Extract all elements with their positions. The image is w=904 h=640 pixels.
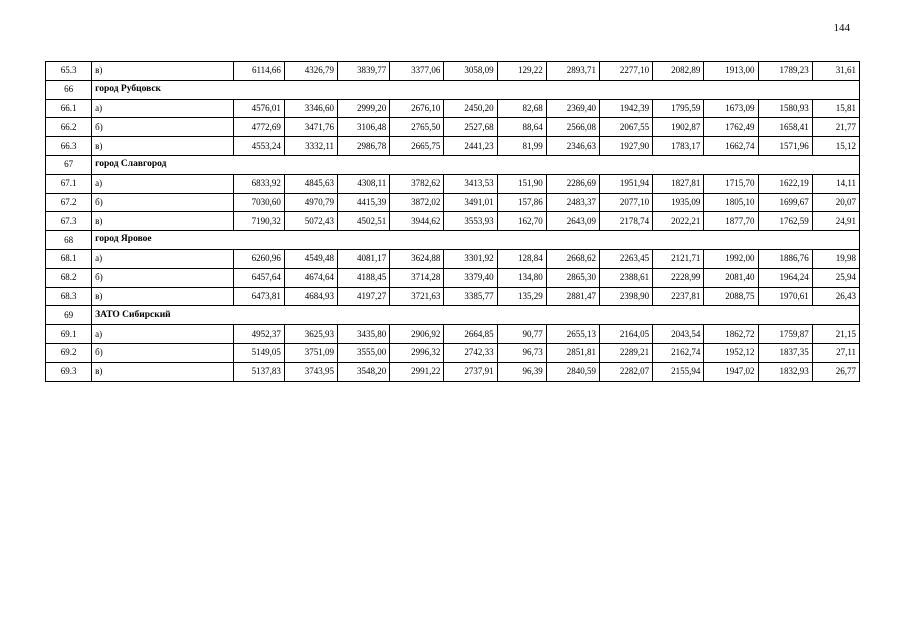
table-cell: 3872,02 — [390, 193, 444, 212]
table-cell: 2388,61 — [599, 268, 652, 287]
table-cell: 14,11 — [812, 174, 859, 193]
row-variant: б) — [92, 268, 234, 287]
city-header-row — [46, 306, 860, 325]
table-cell: 2676,10 — [390, 99, 444, 118]
table-cell: 1658,41 — [758, 118, 812, 137]
table-cell: 1622,19 — [758, 174, 812, 193]
table-cell: 7030,60 — [233, 193, 284, 212]
row-code: 66 — [46, 80, 92, 99]
row-code: 69.3 — [46, 362, 92, 381]
table-row — [46, 137, 860, 156]
table-cell: 1913,00 — [704, 62, 758, 81]
row-code: 69.2 — [46, 343, 92, 362]
table-cell: 2346,63 — [546, 137, 599, 156]
table-cell: 4952,37 — [233, 325, 284, 344]
table-cell: 2277,10 — [599, 62, 652, 81]
city-header-row — [46, 155, 860, 174]
table-cell: 3106,48 — [338, 118, 390, 137]
table-cell: 1789,23 — [758, 62, 812, 81]
table-cell: 1832,93 — [758, 362, 812, 381]
table-cell: 4081,17 — [338, 249, 390, 268]
table-cell: 20,07 — [812, 193, 859, 212]
row-code: 66.3 — [46, 137, 92, 156]
table-cell: 2566,08 — [546, 118, 599, 137]
table-cell: 2237,81 — [653, 287, 704, 306]
table-cell: 2986,78 — [338, 137, 390, 156]
table-cell: 3944,62 — [390, 212, 444, 231]
table-cell: 3435,80 — [338, 325, 390, 344]
table-cell: 1571,96 — [758, 137, 812, 156]
table-cell: 82,68 — [497, 99, 546, 118]
table-cell: 3553,93 — [444, 212, 497, 231]
table-cell: 2282,07 — [599, 362, 652, 381]
table-cell: 4549,48 — [284, 249, 337, 268]
row-code: 69.1 — [46, 325, 92, 344]
tariff-table — [45, 61, 860, 382]
table-cell: 1935,09 — [653, 193, 704, 212]
table-cell: 2228,99 — [653, 268, 704, 287]
table-cell: 2655,13 — [546, 325, 599, 344]
table-cell: 96,39 — [497, 362, 546, 381]
table-cell: 4197,27 — [338, 287, 390, 306]
table-body — [46, 62, 860, 382]
table-cell: 26,77 — [812, 362, 859, 381]
row-code: 67.2 — [46, 193, 92, 212]
table-cell: 4772,69 — [233, 118, 284, 137]
table-cell: 2991,22 — [390, 362, 444, 381]
table-cell: 2441,23 — [444, 137, 497, 156]
table-cell: 3379,40 — [444, 268, 497, 287]
table-cell: 1862,72 — [704, 325, 758, 344]
table-cell: 4308,11 — [338, 174, 390, 193]
table-cell: 1805,10 — [704, 193, 758, 212]
table-cell: 4576,01 — [233, 99, 284, 118]
table-row — [46, 249, 860, 268]
table-cell: 2450,20 — [444, 99, 497, 118]
row-variant: в) — [92, 62, 234, 81]
table-cell: 3413,53 — [444, 174, 497, 193]
table-cell: 96,73 — [497, 343, 546, 362]
row-code: 66.2 — [46, 118, 92, 137]
table-cell: 3555,00 — [338, 343, 390, 362]
table-cell: 1951,94 — [599, 174, 652, 193]
row-variant: б) — [92, 193, 234, 212]
table-cell: 3624,88 — [390, 249, 444, 268]
table-cell: 1886,76 — [758, 249, 812, 268]
table-cell: 2077,10 — [599, 193, 652, 212]
table-cell: 1662,74 — [704, 137, 758, 156]
table-cell: 1947,02 — [704, 362, 758, 381]
row-variant: в) — [92, 287, 234, 306]
table-cell: 4188,45 — [338, 268, 390, 287]
row-code: 68 — [46, 231, 92, 250]
table-cell: 3548,20 — [338, 362, 390, 381]
table-cell: 1837,35 — [758, 343, 812, 362]
table-cell: 1699,67 — [758, 193, 812, 212]
table-cell: 2081,40 — [704, 268, 758, 287]
table-cell: 2999,20 — [338, 99, 390, 118]
row-variant: в) — [92, 137, 234, 156]
table-cell: 5072,43 — [284, 212, 337, 231]
table-cell: 2088,75 — [704, 287, 758, 306]
table-cell: 2527,68 — [444, 118, 497, 137]
page-number: 144 — [833, 22, 850, 34]
table-cell: 3301,92 — [444, 249, 497, 268]
table-cell: 7190,32 — [233, 212, 284, 231]
table-cell: 1952,12 — [704, 343, 758, 362]
table-cell: 2082,89 — [653, 62, 704, 81]
table-cell: 1580,93 — [758, 99, 812, 118]
table-cell: 2289,21 — [599, 343, 652, 362]
table-cell: 2840,59 — [546, 362, 599, 381]
table-cell: 134,80 — [497, 268, 546, 287]
table-cell: 2996,32 — [390, 343, 444, 362]
table-cell: 26,43 — [812, 287, 859, 306]
table-cell: 2665,75 — [390, 137, 444, 156]
table-cell: 2881,47 — [546, 287, 599, 306]
table-cell: 1762,59 — [758, 212, 812, 231]
table-row — [46, 212, 860, 231]
table-cell: 1970,61 — [758, 287, 812, 306]
table-cell: 1762,49 — [704, 118, 758, 137]
table-cell: 15,12 — [812, 137, 859, 156]
table-cell: 1902,87 — [653, 118, 704, 137]
table-cell: 24,91 — [812, 212, 859, 231]
table-cell: 2121,71 — [653, 249, 704, 268]
table-cell: 3714,28 — [390, 268, 444, 287]
table-cell: 1942,39 — [599, 99, 652, 118]
table-cell: 6833,92 — [233, 174, 284, 193]
table-row — [46, 362, 860, 381]
city-header-row — [46, 80, 860, 99]
table-cell: 4502,51 — [338, 212, 390, 231]
row-code: 65.3 — [46, 62, 92, 81]
table-cell: 1992,00 — [704, 249, 758, 268]
table-cell: 6114,66 — [233, 62, 284, 81]
table-cell: 88,64 — [497, 118, 546, 137]
table-cell: 1783,17 — [653, 137, 704, 156]
table-cell: 2737,91 — [444, 362, 497, 381]
row-variant: в) — [92, 212, 234, 231]
table-cell: 21,15 — [812, 325, 859, 344]
table-cell: 15,81 — [812, 99, 859, 118]
table-cell: 128,84 — [497, 249, 546, 268]
table-cell: 81,99 — [497, 137, 546, 156]
table-cell: 3743,95 — [284, 362, 337, 381]
table-row — [46, 174, 860, 193]
table-cell: 5149,05 — [233, 343, 284, 362]
row-code: 68.3 — [46, 287, 92, 306]
table-cell: 31,61 — [812, 62, 859, 81]
table-cell: 2851,81 — [546, 343, 599, 362]
table-cell: 4326,79 — [284, 62, 337, 81]
city-name: ЗАТО Сибирский — [92, 306, 860, 325]
table-cell: 151,90 — [497, 174, 546, 193]
table-cell: 2893,71 — [546, 62, 599, 81]
table-cell: 19,98 — [812, 249, 859, 268]
table-cell: 1715,70 — [704, 174, 758, 193]
table-cell: 4684,93 — [284, 287, 337, 306]
table-cell: 1964,24 — [758, 268, 812, 287]
table-cell: 3625,93 — [284, 325, 337, 344]
row-variant: в) — [92, 362, 234, 381]
table-cell: 2398,90 — [599, 287, 652, 306]
row-variant: б) — [92, 118, 234, 137]
row-code: 67 — [46, 155, 92, 174]
table-cell: 3839,77 — [338, 62, 390, 81]
table-cell: 3332,11 — [284, 137, 337, 156]
table-cell: 2155,94 — [653, 362, 704, 381]
table-cell: 2906,92 — [390, 325, 444, 344]
table-cell: 2483,37 — [546, 193, 599, 212]
table-cell: 3377,06 — [390, 62, 444, 81]
table-cell: 3782,62 — [390, 174, 444, 193]
city-name: город Рубцовск — [92, 80, 860, 99]
table-cell: 2865,30 — [546, 268, 599, 287]
row-code: 66.1 — [46, 99, 92, 118]
city-name: город Яровое — [92, 231, 860, 250]
table-cell: 4845,63 — [284, 174, 337, 193]
city-header-row — [46, 231, 860, 250]
table-cell: 157,86 — [497, 193, 546, 212]
table-cell: 4970,79 — [284, 193, 337, 212]
table-cell: 135,29 — [497, 287, 546, 306]
row-code: 69 — [46, 306, 92, 325]
table-cell: 6473,81 — [233, 287, 284, 306]
table-row — [46, 99, 860, 118]
table-cell: 1795,59 — [653, 99, 704, 118]
row-variant: а) — [92, 249, 234, 268]
table-cell: 3471,76 — [284, 118, 337, 137]
table-cell: 1673,09 — [704, 99, 758, 118]
table-cell: 3721,63 — [390, 287, 444, 306]
table-cell: 2164,05 — [599, 325, 652, 344]
table-cell: 21,77 — [812, 118, 859, 137]
table-cell: 25,94 — [812, 268, 859, 287]
table-cell: 2369,40 — [546, 99, 599, 118]
table-row — [46, 287, 860, 306]
table-cell: 1827,81 — [653, 174, 704, 193]
table-cell: 162,70 — [497, 212, 546, 231]
table-cell: 3385,77 — [444, 287, 497, 306]
table-cell: 1877,70 — [704, 212, 758, 231]
table-cell: 2043,54 — [653, 325, 704, 344]
row-code: 67.3 — [46, 212, 92, 231]
table-cell: 2643,09 — [546, 212, 599, 231]
row-variant: а) — [92, 174, 234, 193]
table-cell: 4415,39 — [338, 193, 390, 212]
table-cell: 2668,62 — [546, 249, 599, 268]
table-row — [46, 193, 860, 212]
table-cell: 2664,85 — [444, 325, 497, 344]
table-cell: 3058,09 — [444, 62, 497, 81]
table-cell: 27,11 — [812, 343, 859, 362]
table-cell: 3751,09 — [284, 343, 337, 362]
table-cell: 6260,96 — [233, 249, 284, 268]
table-cell: 1927,90 — [599, 137, 652, 156]
table-cell: 1759,87 — [758, 325, 812, 344]
table-row — [46, 62, 860, 81]
table-cell: 4553,24 — [233, 137, 284, 156]
table-cell: 3346,60 — [284, 99, 337, 118]
table-cell: 2263,45 — [599, 249, 652, 268]
table-cell: 2765,50 — [390, 118, 444, 137]
table-row — [46, 268, 860, 287]
table-row — [46, 343, 860, 362]
table-cell: 5137,83 — [233, 362, 284, 381]
table-row — [46, 118, 860, 137]
row-code: 68.1 — [46, 249, 92, 268]
table-cell: 2162,74 — [653, 343, 704, 362]
table-cell: 2178,74 — [599, 212, 652, 231]
row-code: 68.2 — [46, 268, 92, 287]
city-name: город Славгород — [92, 155, 860, 174]
table-cell: 129,22 — [497, 62, 546, 81]
table-row — [46, 325, 860, 344]
table-cell: 2067,55 — [599, 118, 652, 137]
row-code: 67.1 — [46, 174, 92, 193]
table-cell: 2742,33 — [444, 343, 497, 362]
row-variant: а) — [92, 325, 234, 344]
table-cell: 4674,64 — [284, 268, 337, 287]
table-cell: 6457,64 — [233, 268, 284, 287]
table-cell: 90,77 — [497, 325, 546, 344]
table-cell: 2286,69 — [546, 174, 599, 193]
row-variant: б) — [92, 343, 234, 362]
table-cell: 2022,21 — [653, 212, 704, 231]
table-cell: 3491,01 — [444, 193, 497, 212]
row-variant: а) — [92, 99, 234, 118]
